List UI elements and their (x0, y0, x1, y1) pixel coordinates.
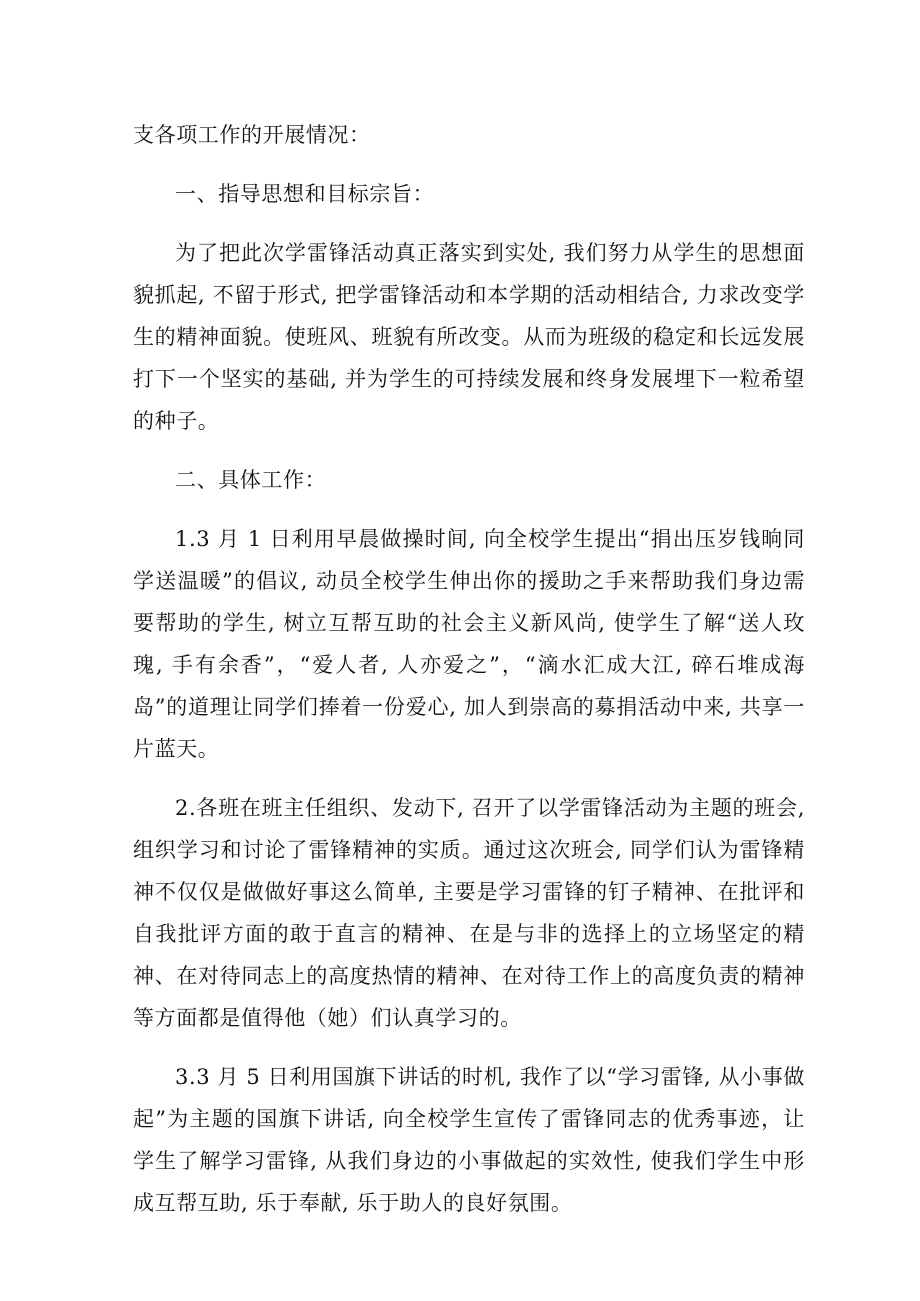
paragraph-item-2: 2.各班在班主任组织、发动下, 召开了以学雷锋活动为主题的班会, 组织学习和讨论了雷锋精神的实质。通过这次班会, 同学们认为雷锋精神不仅仅是做做好事这么简单, 主要是学习雷锋的钉子精神、在批评和自我批评方面的敢于直言的精神、在是与非的选择上的立场坚定的精神、在对待同志上的高度热情的精神、在对待工作上的高度负责的精神等方面都是值得他（她）们认真学习的。 (133, 796, 805, 1030)
paragraph-item-1: 1.3 月 1 日利用早晨做操时间, 向全校学生提出“捐出压岁钱晌同学送温暖”的倡议, 动员全校学生伸出你的援助之手来帮助我们身边需要帮助的学生, 树立互帮互助的社会主义新风尚, 使学生了解“送人玫瑰, 手有余香”，“爱人者, 人亦爱之”，“滴水汇成大江, 碎石堆成海岛”的道理让同学们捧着一份爱心, 加人到崇高的募捐活动中来, 共享一片蓝天。 (133, 527, 805, 761)
section-heading-guiding-ideology: 一、指导思想和目标宗旨： (175, 182, 435, 206)
paragraph-purpose: 为了把此次学雷锋活动真正落实到实处, 我们努力从学生的思想面貌抓起, 不留于形式, 把学雷锋活动和本学期的活动相结合, 力求改变学生的精神面貌。使班风、班貌有所改变。从而为班级的稳定和长远发展打下一个坚实的基础, 并为学生的可持续发展和终身发展埋下一粒希望的种子。 (133, 241, 805, 433)
section-heading-specific-work: 二、具体工作： (175, 468, 327, 492)
continuation-line: 支各项工作的开展情况： (133, 123, 371, 147)
document-body (133, 114, 805, 1241)
paragraph-item-3: 3.3 月 5 日利用国旗下讲话的时机, 我作了以“学习雷锋, 从小事做起”为主题的国旗下讲话, 向全校学生宣传了雷锋同志的优秀事迹，让学生了解学习雷锋, 从我们身边的小事做起的实效性, 使我们学生中形成互帮互助, 乐于奉献, 乐于助人的良好氛围。 (133, 1065, 805, 1215)
